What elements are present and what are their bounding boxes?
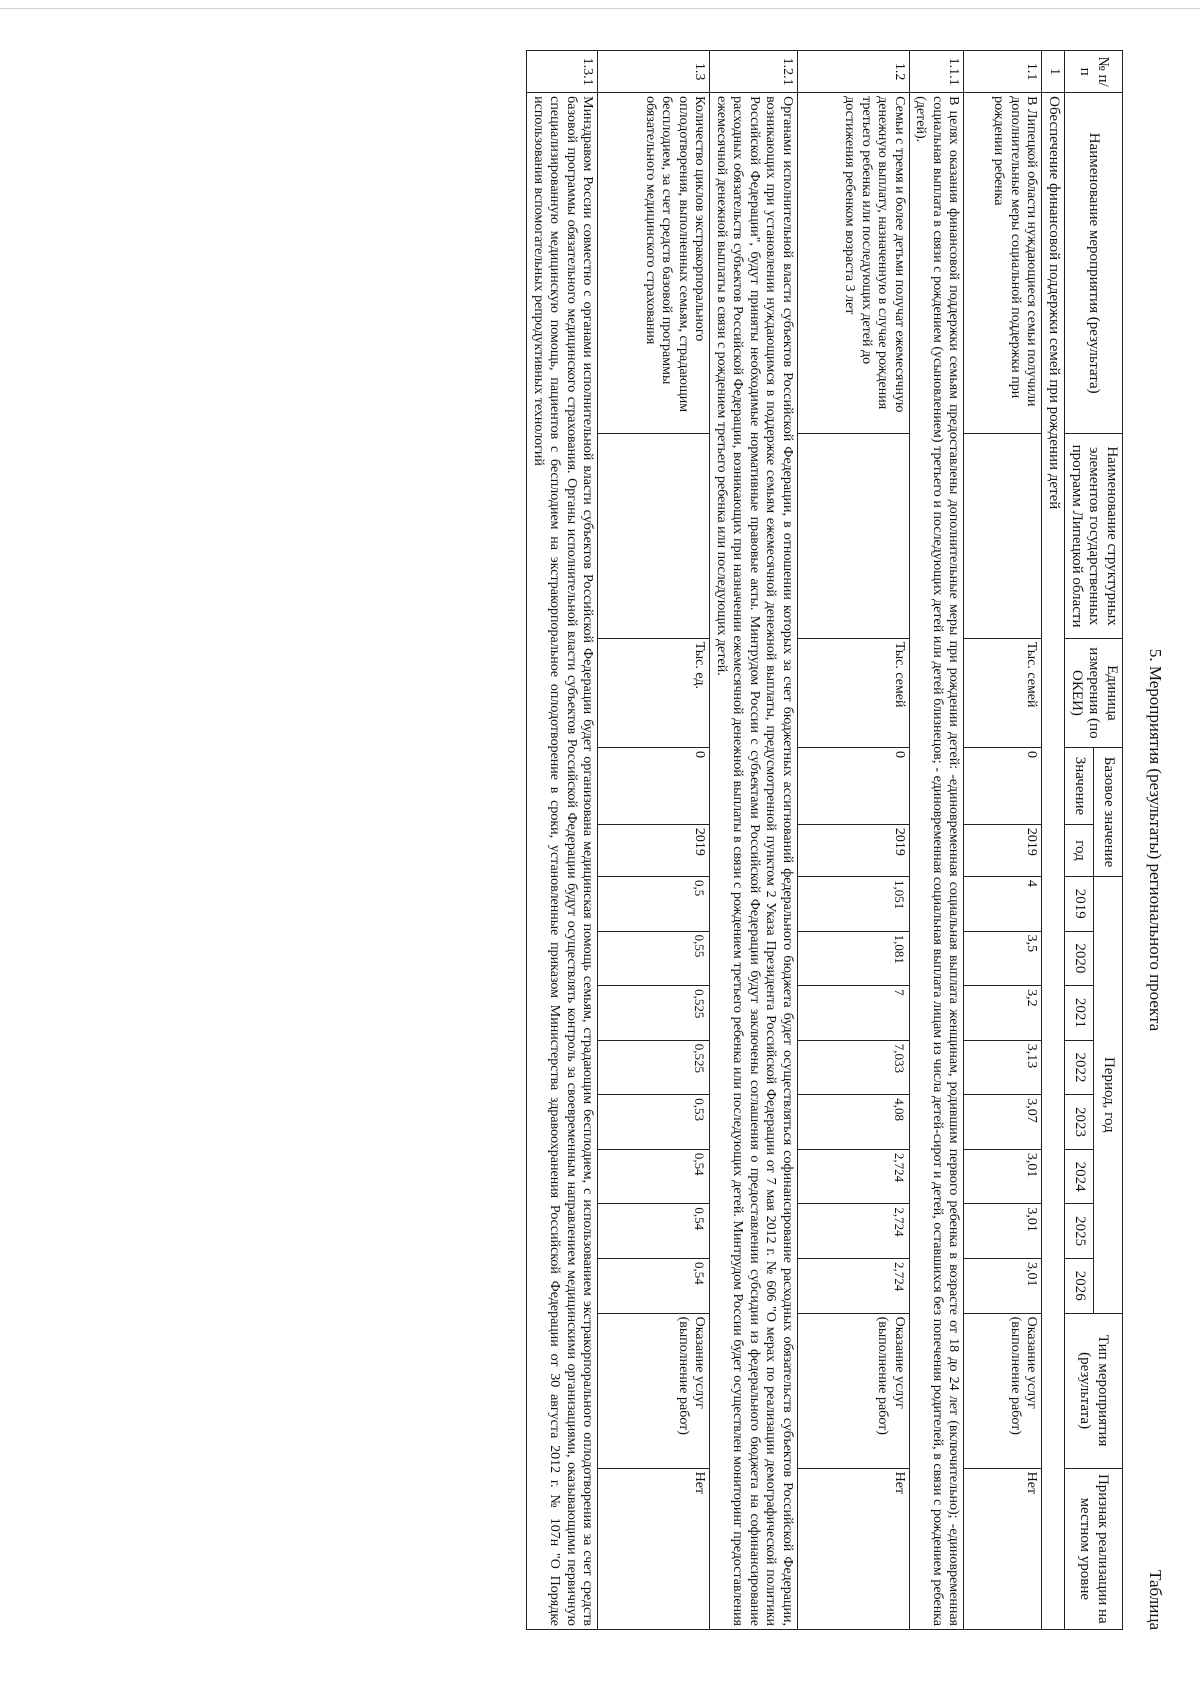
row-type: Оказание услуг (выполнение работ): [598, 1313, 710, 1468]
row-type: Оказание услуг (выполнение работ): [964, 1313, 1042, 1468]
note-row: [527, 51, 598, 1630]
row-name: В Липецкой области нуждающиеся семьи получили дополнительные меры социальной поддержки при рождении ребенка: [964, 93, 1042, 434]
note-row: [710, 51, 798, 1630]
section-row: [1042, 51, 1065, 1630]
row-number: 1.3.1: [527, 51, 598, 93]
scan-edge-line: [0, 8, 1200, 9]
row-year-value: 4,08: [797, 1095, 909, 1150]
row-name: Количество циклов экстракорпорального оплодотворения, выполненных семьям, страдающим бесплодием, за счет средств базовой программы обязательного медицинского страхования: [598, 93, 710, 434]
row-local: Нет: [797, 1468, 909, 1629]
row-year-value: 2,724: [797, 1204, 909, 1259]
row-year-value: 0,54: [598, 1149, 710, 1204]
row-year-value: 0,54: [598, 1204, 710, 1259]
row-number: 1.2: [797, 51, 909, 93]
year-header: 2024: [1064, 1149, 1093, 1204]
row-year-value: 0,54: [598, 1258, 710, 1313]
year-header: 2022: [1064, 1040, 1093, 1095]
col-name-header: Наименование мероприятия (результата): [1064, 93, 1122, 434]
row-year-value: 3,2: [964, 986, 1042, 1041]
row-number: 1.3: [598, 51, 710, 93]
col-base-header: Базовое значение: [1093, 748, 1122, 877]
row-year-value: 1,081: [797, 931, 909, 986]
col-type-header: Тип мероприятия (результата): [1064, 1313, 1122, 1468]
row-number: 1.1.1: [909, 51, 964, 93]
row-base-year: 2019: [598, 824, 710, 876]
row-year-value: 0,525: [598, 1040, 710, 1095]
row-year-value: 3,01: [964, 1149, 1042, 1204]
table-row: [598, 51, 710, 1630]
row-struct: [797, 434, 909, 639]
row-year-value: 3,07: [964, 1095, 1042, 1150]
col-num-header: № п/п: [1064, 51, 1122, 93]
row-year-value: 2,724: [797, 1149, 909, 1204]
col-unit-header: Единица измерения (по ОКЕИ): [1064, 638, 1122, 747]
table-label: Таблица: [1146, 1570, 1165, 1630]
col-base-value-header: Значение: [1064, 748, 1093, 825]
page-title: 5. Мероприятия (результаты) регионального проекта: [1146, 648, 1165, 1032]
row-year-value: 7,033: [797, 1040, 909, 1095]
year-header: 2019: [1064, 877, 1093, 932]
row-year-value: 3,01: [964, 1258, 1042, 1313]
row-year-value: 2,724: [797, 1258, 909, 1313]
section-number: 1: [1042, 51, 1065, 93]
col-local-header: Признак реализации на местном уровне: [1064, 1468, 1122, 1629]
year-header: 2023: [1064, 1095, 1093, 1150]
col-base-year-header: год: [1064, 824, 1093, 876]
rotated-page: [125, 50, 1165, 1630]
row-year-value: 0,55: [598, 931, 710, 986]
row-number: 1.1: [964, 51, 1042, 93]
row-note: Органами исполнительной власти субъектов Российской Федерации, в отношении которых за счет бюджетных ассигнований федерального бюджета будет осуществляться софинансирование расходных обязательств субъектов Российской Федерации, возникающих при установлении нуждающимся в поддержке семьям ежемесячной денежной выплаты, предусмотренной пунктом 2 Указа Президента Российской Федерации от 7 мая 2012 г. № 606 "О мерах по реализации демографической политики Российской Федерации", будут приняты необходимые нормативные правовые акты. Минтрудом России с субъектами Российской Федерации будут заключены соглашения о предоставлении субсидии из федерального бюджета на софинансирование расходных обязательств субъектов Российской Федерации, возникающих при назначении ежемесячной денежной выплаты в связи с рождением третьего ребенка или последующих детей. Минтрудом России будет осуществлен мониторинг предоставления ежемесячной денежной выплаты в связи с рождением третьего ребенка или последующих детей.: [710, 93, 798, 1630]
row-year-value: 1,051: [797, 877, 909, 932]
row-year-value: 0,5: [598, 877, 710, 932]
year-header: 2026: [1064, 1258, 1093, 1313]
row-unit: Тыс. семей: [964, 638, 1042, 747]
header-row: [1093, 51, 1122, 1630]
row-year-value: 4: [964, 877, 1042, 932]
row-base-value: 0: [598, 748, 710, 825]
note-row: [909, 51, 964, 1630]
row-year-value: 0,525: [598, 986, 710, 1041]
row-unit: Тыс. ед.: [598, 638, 710, 747]
row-name: Семьи с тремя и более детьми получат ежемесячную денежную выплату, назначенную в случае рождения третьего ребенка или последующих детей до достижения ребенком возраста 3 лет: [797, 93, 909, 434]
row-year-value: 0,53: [598, 1095, 710, 1150]
results-table: [526, 50, 1123, 1630]
row-type: Оказание услуг (выполнение работ): [797, 1313, 909, 1468]
col-period-header: Период, год: [1093, 877, 1122, 1314]
row-note: Минздравом России совместно с органами исполнительной власти субъектов Российской Федерации будет организована медицинская помощь семьям, страдающим бесплодием, с использованием экстракорпорального оплодотворения за счет средств базовой программы обязательного медицинского страхования. Органы исполнительной власти субъектов Российской Федерации будут осуществлять контроль за своевременным направлением медицинскими организациями, оказывающими первичную специализированную медицинскую помощь, пациентов с бесплодием на экстракорпоральное оплодотворение в сроки, установленные приказом Министерства здравоохранения Российской Федерации от 30 августа 2012 г. № 107н "О Порядке использования вспомогательных репродуктивных технологий: [527, 93, 598, 1630]
row-note: В целях оказания финансовой поддержки семьям предоставлены дополнительные меры при рождении детей: -единовременная социальная выплата женщинам, родившим первого ребенка в возрасте от 18 до 24 лет (включительно); -единовременная социальная выплата в связи с рождением (усыновлением) третьего и последующих детей или детей близнецов; - единовременная социальная выплата лицам из числа детей-сирот и детей, оставшихся без попечения родителей, в связи с рождением ребенка (детей).: [909, 93, 964, 1630]
row-base-year: 2019: [964, 824, 1042, 876]
row-year-value: 3,13: [964, 1040, 1042, 1095]
row-base-value: 0: [797, 748, 909, 825]
row-unit: Тыс. семей: [797, 638, 909, 747]
year-header: 2025: [1064, 1204, 1093, 1259]
row-struct: [964, 434, 1042, 639]
row-local: Нет: [598, 1468, 710, 1629]
row-base-year: 2019: [797, 824, 909, 876]
section-title: Обеспечение финансовой поддержки семей при рождении детей: [1042, 93, 1065, 1630]
table-row: [797, 51, 909, 1630]
year-header: 2020: [1064, 931, 1093, 986]
row-year-value: 7: [797, 986, 909, 1041]
row-local: Нет: [964, 1468, 1042, 1629]
row-base-value: 0: [964, 748, 1042, 825]
table-row: [964, 51, 1042, 1630]
row-year-value: 3,5: [964, 931, 1042, 986]
row-year-value: 3,01: [964, 1204, 1042, 1259]
col-struct-header: Наименование структурных элементов государственных программ Липецкой области: [1064, 434, 1122, 639]
row-number: 1.2.1: [710, 51, 798, 93]
year-header: 2021: [1064, 986, 1093, 1041]
row-struct: [598, 434, 710, 639]
